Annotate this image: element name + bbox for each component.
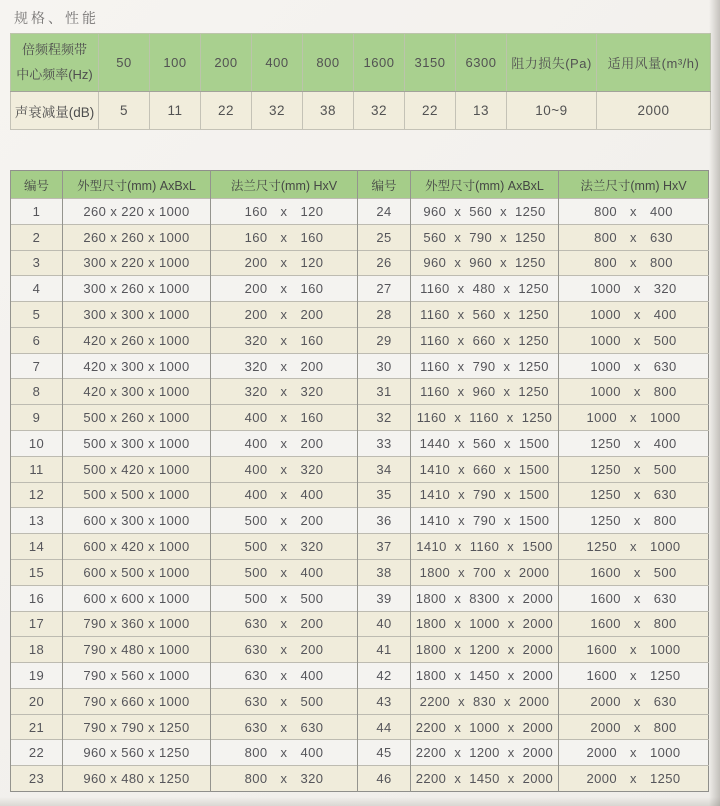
size-row — [11, 766, 709, 792]
size-cell-no_l: 7 — [11, 353, 63, 379]
size-cell-no_l: 23 — [11, 766, 63, 792]
size-table — [10, 170, 709, 792]
spec-column-header: 50 — [99, 34, 150, 92]
size-cell-no_r: 32 — [358, 405, 411, 431]
size-cell-flange_l: 800 x 400 — [211, 740, 358, 766]
size-cell-outer_l: 600 x 500 x 1000 — [63, 559, 211, 585]
size-cell-no_r: 46 — [358, 766, 411, 792]
spec-value-cell: 32 — [252, 92, 303, 130]
size-column-header: 编号 — [358, 171, 411, 199]
size-cell-no_r: 29 — [358, 327, 411, 353]
size-cell-no_r: 37 — [358, 534, 411, 560]
size-cell-outer_r: 1410 x 790 x 1500 — [411, 482, 559, 508]
size-cell-no_r: 25 — [358, 224, 411, 250]
size-cell-no_l: 11 — [11, 456, 63, 482]
size-cell-flange_l: 160 x 120 — [211, 199, 358, 225]
size-cell-no_r: 40 — [358, 611, 411, 637]
size-row — [11, 456, 709, 482]
size-cell-outer_l: 960 x 480 x 1250 — [63, 766, 211, 792]
size-cell-no_l: 16 — [11, 585, 63, 611]
size-cell-flange_l: 320 x 160 — [211, 327, 358, 353]
size-cell-outer_r: 2200 x 830 x 2000 — [411, 688, 559, 714]
spec-column-header: 200 — [201, 34, 252, 92]
size-cell-outer_l: 260 x 260 x 1000 — [63, 224, 211, 250]
size-cell-outer_r: 1410 x 790 x 1500 — [411, 508, 559, 534]
size-row — [11, 276, 709, 302]
spec-value-row — [11, 92, 711, 130]
size-column-header: 法兰尺寸(mm) HxV — [211, 171, 358, 199]
size-table-body — [11, 171, 709, 792]
size-row — [11, 714, 709, 740]
size-cell-no_l: 21 — [11, 714, 63, 740]
spec-column-header: 1600 — [354, 34, 405, 92]
spec-column-header: 800 — [303, 34, 354, 92]
spec-column-header: 400 — [252, 34, 303, 92]
size-cell-flange_l: 160 x 160 — [211, 224, 358, 250]
size-cell-no_r: 24 — [358, 199, 411, 225]
size-cell-outer_l: 500 x 500 x 1000 — [63, 482, 211, 508]
size-cell-outer_r: 1800 x 1450 x 2000 — [411, 663, 559, 689]
size-cell-flange_l: 320 x 320 — [211, 379, 358, 405]
spec-column-header: 100 — [150, 34, 201, 92]
size-row — [11, 199, 709, 225]
spec-table — [10, 33, 711, 130]
size-cell-outer_l: 500 x 260 x 1000 — [63, 405, 211, 431]
size-cell-flange_l: 400 x 400 — [211, 482, 358, 508]
size-cell-outer_l: 500 x 300 x 1000 — [63, 431, 211, 457]
size-cell-flange_r: 1600 x 500 — [559, 559, 709, 585]
size-cell-flange_l: 200 x 160 — [211, 276, 358, 302]
size-row — [11, 637, 709, 663]
size-cell-outer_r: 2200 x 1450 x 2000 — [411, 766, 559, 792]
size-cell-no_r: 31 — [358, 379, 411, 405]
size-cell-flange_l: 630 x 630 — [211, 714, 358, 740]
size-cell-no_r: 26 — [358, 250, 411, 276]
size-cell-outer_l: 500 x 420 x 1000 — [63, 456, 211, 482]
size-cell-flange_l: 200 x 120 — [211, 250, 358, 276]
size-cell-outer_l: 600 x 420 x 1000 — [63, 534, 211, 560]
size-cell-flange_r: 1000 x 400 — [559, 302, 709, 328]
size-cell-outer_l: 790 x 560 x 1000 — [63, 663, 211, 689]
size-cell-flange_r: 1000 x 320 — [559, 276, 709, 302]
size-cell-flange_l: 500 x 400 — [211, 559, 358, 585]
size-row — [11, 405, 709, 431]
size-row — [11, 327, 709, 353]
spec-corner-line1: 倍频程频带 — [21, 41, 87, 57]
size-column-header: 法兰尺寸(mm) HxV — [559, 171, 709, 199]
size-row — [11, 585, 709, 611]
size-cell-no_l: 13 — [11, 508, 63, 534]
size-cell-no_l: 8 — [11, 379, 63, 405]
size-cell-flange_r: 800 x 630 — [559, 224, 709, 250]
size-cell-outer_r: 1800 x 1200 x 2000 — [411, 637, 559, 663]
size-cell-flange_r: 2000 x 1000 — [559, 740, 709, 766]
size-cell-flange_r: 800 x 400 — [559, 199, 709, 225]
page-title: 规格、性能 — [14, 10, 99, 26]
size-cell-flange_l: 400 x 320 — [211, 456, 358, 482]
size-cell-flange_l: 630 x 400 — [211, 663, 358, 689]
spec-column-header: 6300 — [456, 34, 507, 92]
spec-value-cell: 22 — [405, 92, 456, 130]
size-row — [11, 534, 709, 560]
spec-value-cell: 10~9 — [507, 92, 597, 130]
size-cell-outer_l: 420 x 260 x 1000 — [63, 327, 211, 353]
size-cell-no_r: 39 — [358, 585, 411, 611]
size-row — [11, 379, 709, 405]
size-row — [11, 611, 709, 637]
size-cell-no_l: 17 — [11, 611, 63, 637]
size-cell-flange_r: 800 x 800 — [559, 250, 709, 276]
size-row — [11, 508, 709, 534]
size-cell-no_l: 1 — [11, 199, 63, 225]
size-cell-outer_r: 1160 x 560 x 1250 — [411, 302, 559, 328]
size-cell-outer_l: 790 x 360 x 1000 — [63, 611, 211, 637]
size-cell-no_l: 22 — [11, 740, 63, 766]
size-cell-flange_l: 500 x 500 — [211, 585, 358, 611]
spec-column-header: 3150 — [405, 34, 456, 92]
size-cell-no_l: 3 — [11, 250, 63, 276]
size-cell-no_l: 14 — [11, 534, 63, 560]
size-cell-outer_r: 1800 x 700 x 2000 — [411, 559, 559, 585]
size-cell-flange_l: 320 x 200 — [211, 353, 358, 379]
page-edge-shadow-bottom — [0, 797, 720, 806]
size-cell-flange_l: 200 x 200 — [211, 302, 358, 328]
size-cell-outer_r: 1800 x 1000 x 2000 — [411, 611, 559, 637]
size-cell-outer_r: 1160 x 480 x 1250 — [411, 276, 559, 302]
size-cell-flange_r: 1250 x 400 — [559, 431, 709, 457]
size-cell-flange_r: 2000 x 1250 — [559, 766, 709, 792]
size-cell-flange_r: 1600 x 1250 — [559, 663, 709, 689]
size-cell-flange_r: 1000 x 800 — [559, 379, 709, 405]
spec-column-header: 适用风量(m³/h) — [597, 34, 711, 92]
size-cell-flange_r: 1000 x 1000 — [559, 405, 709, 431]
spec-value-cell: 13 — [456, 92, 507, 130]
size-cell-outer_r: 1160 x 790 x 1250 — [411, 353, 559, 379]
size-cell-flange_l: 400 x 200 — [211, 431, 358, 457]
spec-corner-header — [11, 34, 99, 92]
size-cell-no_r: 33 — [358, 431, 411, 457]
spec-value-cell: 5 — [99, 92, 150, 130]
size-cell-outer_l: 300 x 260 x 1000 — [63, 276, 211, 302]
size-cell-outer_r: 1160 x 1160 x 1250 — [411, 405, 559, 431]
size-cell-no_l: 4 — [11, 276, 63, 302]
spec-value-cell: 32 — [354, 92, 405, 130]
size-cell-no_r: 43 — [358, 688, 411, 714]
size-column-header: 编号 — [11, 171, 63, 199]
size-cell-flange_r: 1250 x 1000 — [559, 534, 709, 560]
size-cell-no_l: 18 — [11, 637, 63, 663]
size-cell-no_l: 20 — [11, 688, 63, 714]
size-cell-no_l: 5 — [11, 302, 63, 328]
size-cell-flange_r: 1250 x 500 — [559, 456, 709, 482]
size-header-row — [11, 171, 709, 199]
spec-value-cell: 11 — [150, 92, 201, 130]
size-cell-flange_l: 630 x 500 — [211, 688, 358, 714]
size-cell-outer_r: 960 x 560 x 1250 — [411, 199, 559, 225]
size-cell-outer_l: 300 x 220 x 1000 — [63, 250, 211, 276]
size-cell-flange_r: 1250 x 800 — [559, 508, 709, 534]
size-cell-flange_r: 1000 x 630 — [559, 353, 709, 379]
size-cell-no_r: 36 — [358, 508, 411, 534]
size-cell-outer_r: 1160 x 660 x 1250 — [411, 327, 559, 353]
size-cell-flange_r: 2000 x 630 — [559, 688, 709, 714]
size-cell-no_r: 28 — [358, 302, 411, 328]
size-cell-outer_r: 1410 x 660 x 1500 — [411, 456, 559, 482]
size-cell-no_l: 6 — [11, 327, 63, 353]
size-row — [11, 353, 709, 379]
size-cell-flange_r: 1600 x 800 — [559, 611, 709, 637]
size-cell-flange_r: 1600 x 630 — [559, 585, 709, 611]
size-cell-outer_r: 1160 x 960 x 1250 — [411, 379, 559, 405]
size-cell-outer_l: 300 x 300 x 1000 — [63, 302, 211, 328]
size-cell-flange_r: 1600 x 1000 — [559, 637, 709, 663]
size-cell-outer_l: 790 x 790 x 1250 — [63, 714, 211, 740]
size-column-header: 外型尺寸(mm) AxBxL — [63, 171, 211, 199]
size-cell-no_r: 35 — [358, 482, 411, 508]
size-cell-outer_r: 1440 x 560 x 1500 — [411, 431, 559, 457]
size-cell-no_l: 10 — [11, 431, 63, 457]
size-cell-flange_l: 630 x 200 — [211, 611, 358, 637]
size-cell-flange_l: 500 x 320 — [211, 534, 358, 560]
size-cell-no_l: 19 — [11, 663, 63, 689]
size-cell-no_r: 41 — [358, 637, 411, 663]
size-cell-no_r: 38 — [358, 559, 411, 585]
size-cell-outer_l: 600 x 300 x 1000 — [63, 508, 211, 534]
spec-column-header: 阻力损失(Pa) — [507, 34, 597, 92]
size-cell-outer_l: 420 x 300 x 1000 — [63, 353, 211, 379]
size-cell-flange_l: 500 x 200 — [211, 508, 358, 534]
size-row — [11, 224, 709, 250]
spec-corner-line2: 中心频率(Hz) — [16, 66, 93, 82]
size-row — [11, 431, 709, 457]
size-cell-flange_l: 800 x 320 — [211, 766, 358, 792]
size-row — [11, 482, 709, 508]
spec-value-cell: 2000 — [597, 92, 711, 130]
size-row — [11, 559, 709, 585]
size-cell-outer_r: 1800 x 8300 x 2000 — [411, 585, 559, 611]
size-cell-no_l: 15 — [11, 559, 63, 585]
size-cell-outer_l: 790 x 480 x 1000 — [63, 637, 211, 663]
size-cell-outer_l: 790 x 660 x 1000 — [63, 688, 211, 714]
size-cell-outer_r: 960 x 960 x 1250 — [411, 250, 559, 276]
size-cell-flange_r: 1000 x 500 — [559, 327, 709, 353]
size-cell-outer_r: 2200 x 1000 x 2000 — [411, 714, 559, 740]
size-cell-flange_r: 2000 x 800 — [559, 714, 709, 740]
size-cell-outer_r: 1410 x 1160 x 1500 — [411, 534, 559, 560]
spec-value-cell: 22 — [201, 92, 252, 130]
size-cell-no_r: 30 — [358, 353, 411, 379]
size-cell-flange_r: 1250 x 630 — [559, 482, 709, 508]
size-cell-no_r: 34 — [358, 456, 411, 482]
spec-header-row — [11, 34, 711, 92]
spec-value-cell: 38 — [303, 92, 354, 130]
size-cell-outer_r: 560 x 790 x 1250 — [411, 224, 559, 250]
size-cell-no_r: 44 — [358, 714, 411, 740]
spec-row-label: 声衰减量(dB) — [11, 92, 99, 130]
size-row — [11, 302, 709, 328]
size-cell-outer_l: 420 x 300 x 1000 — [63, 379, 211, 405]
size-cell-outer_l: 260 x 220 x 1000 — [63, 199, 211, 225]
size-row — [11, 688, 709, 714]
size-cell-outer_r: 2200 x 1200 x 2000 — [411, 740, 559, 766]
size-cell-flange_l: 400 x 160 — [211, 405, 358, 431]
size-row — [11, 250, 709, 276]
size-cell-no_r: 45 — [358, 740, 411, 766]
size-row — [11, 740, 709, 766]
size-row — [11, 663, 709, 689]
size-cell-outer_l: 600 x 600 x 1000 — [63, 585, 211, 611]
size-cell-no_l: 2 — [11, 224, 63, 250]
size-cell-no_l: 9 — [11, 405, 63, 431]
size-cell-no_l: 12 — [11, 482, 63, 508]
size-cell-no_r: 42 — [358, 663, 411, 689]
size-cell-outer_l: 960 x 560 x 1250 — [63, 740, 211, 766]
size-cell-no_r: 27 — [358, 276, 411, 302]
size-cell-flange_l: 630 x 200 — [211, 637, 358, 663]
size-column-header: 外型尺寸(mm) AxBxL — [411, 171, 559, 199]
